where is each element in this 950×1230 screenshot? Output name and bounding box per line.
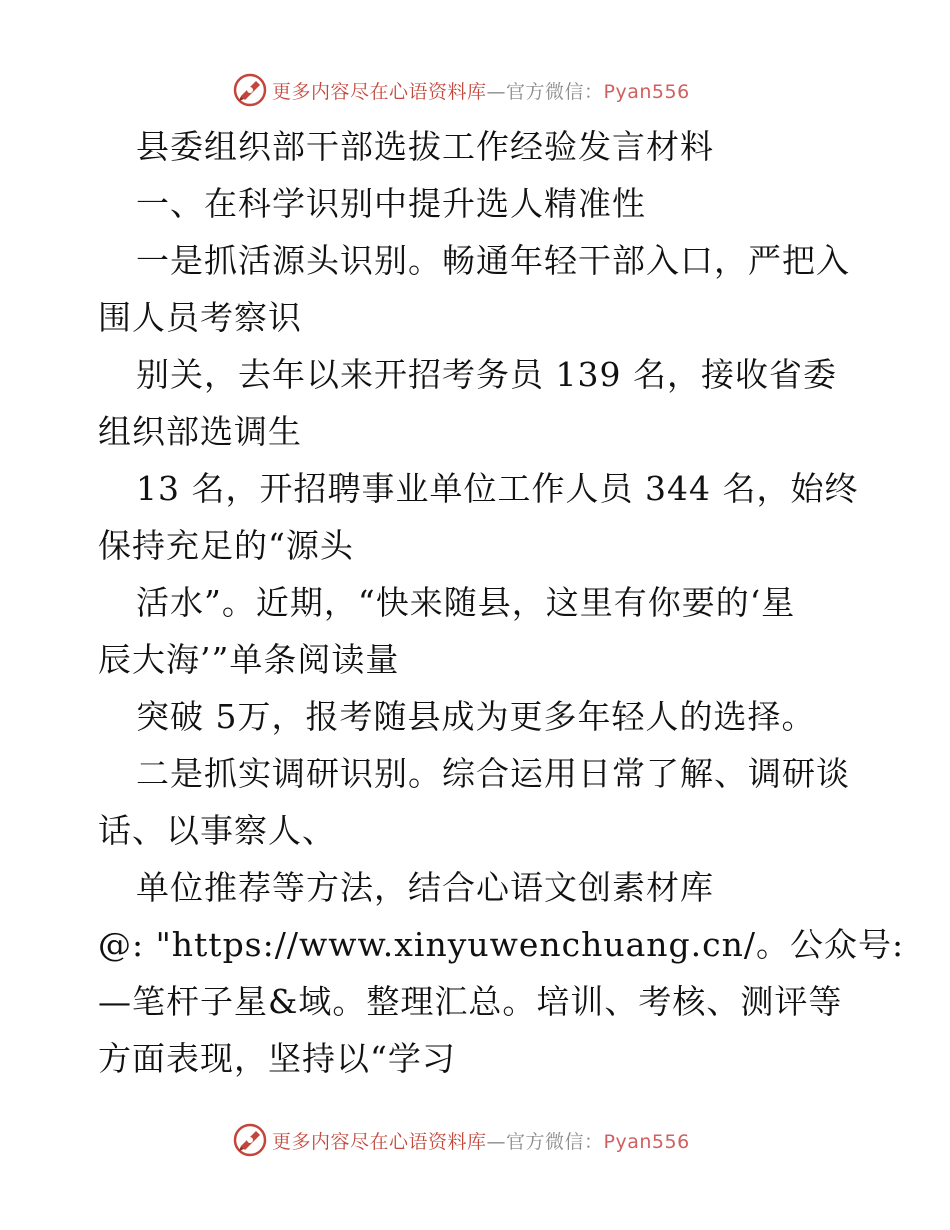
paragraph-line: 话、以事察人、 <box>98 811 336 850</box>
paragraph-line: 辰大海’”单条阅读量 <box>98 640 400 679</box>
paragraph-line: —笔杆子星&域。整理汇总。培训、考核、测评等 <box>98 982 843 1021</box>
document-title: 县委组织部干部选拔工作经验发言材料 <box>136 127 714 166</box>
footer-watermark <box>232 1120 752 1160</box>
paragraph-line: 围人员考察识 <box>98 298 302 337</box>
paragraph-line: 突破 5万，报考随县成为更多年轻人的选择。 <box>136 697 816 736</box>
watermark-brand: 更多内容尽在心语资料库 <box>272 1130 487 1153</box>
watermark-brand: 更多内容尽在心语资料库 <box>272 80 487 103</box>
writing-hand-logo-icon <box>232 72 268 108</box>
paragraph-line: @: "https://www.xinyuwenchuang.cn/。公众号: <box>98 925 905 964</box>
paragraph-line: 单位推荐等方法，结合心语文创素材库 <box>136 868 714 907</box>
section-heading: 一、在科学识别中提升选人精准性 <box>136 184 646 223</box>
writing-hand-logo-icon <box>232 1122 268 1158</box>
watermark-separator: — <box>486 80 507 103</box>
document-body <box>98 118 905 1087</box>
watermark-label: 官方微信： <box>506 1130 604 1153</box>
paragraph-line: 一是抓活源头识别。畅通年轻干部入口，严把入 <box>136 241 850 280</box>
watermark-wechat-id: Pyan556 <box>603 80 690 103</box>
paragraph-line: 13 名，开招聘事业单位工作人员 344 名，始终 <box>136 469 859 508</box>
paragraph-line: 活水”。近期，“快来随县，这里有你要的‘星 <box>136 583 796 622</box>
watermark-label: 官方微信： <box>506 80 604 103</box>
header-watermark <box>232 70 752 110</box>
watermark-wechat-id: Pyan556 <box>603 1130 690 1153</box>
watermark-text <box>272 77 690 104</box>
watermark-separator: — <box>486 1130 507 1153</box>
paragraph-line: 二是抓实调研识别。综合运用日常了解、调研谈 <box>136 754 850 793</box>
paragraph-line: 别关，去年以来开招考务员 139 名，接收省委 <box>136 355 837 394</box>
paragraph-line: 组织部选调生 <box>98 412 302 451</box>
paragraph-line: 方面表现，坚持以“学习 <box>98 1039 456 1078</box>
paragraph-line: 保持充足的“源头 <box>98 526 354 565</box>
watermark-text <box>272 1127 690 1154</box>
